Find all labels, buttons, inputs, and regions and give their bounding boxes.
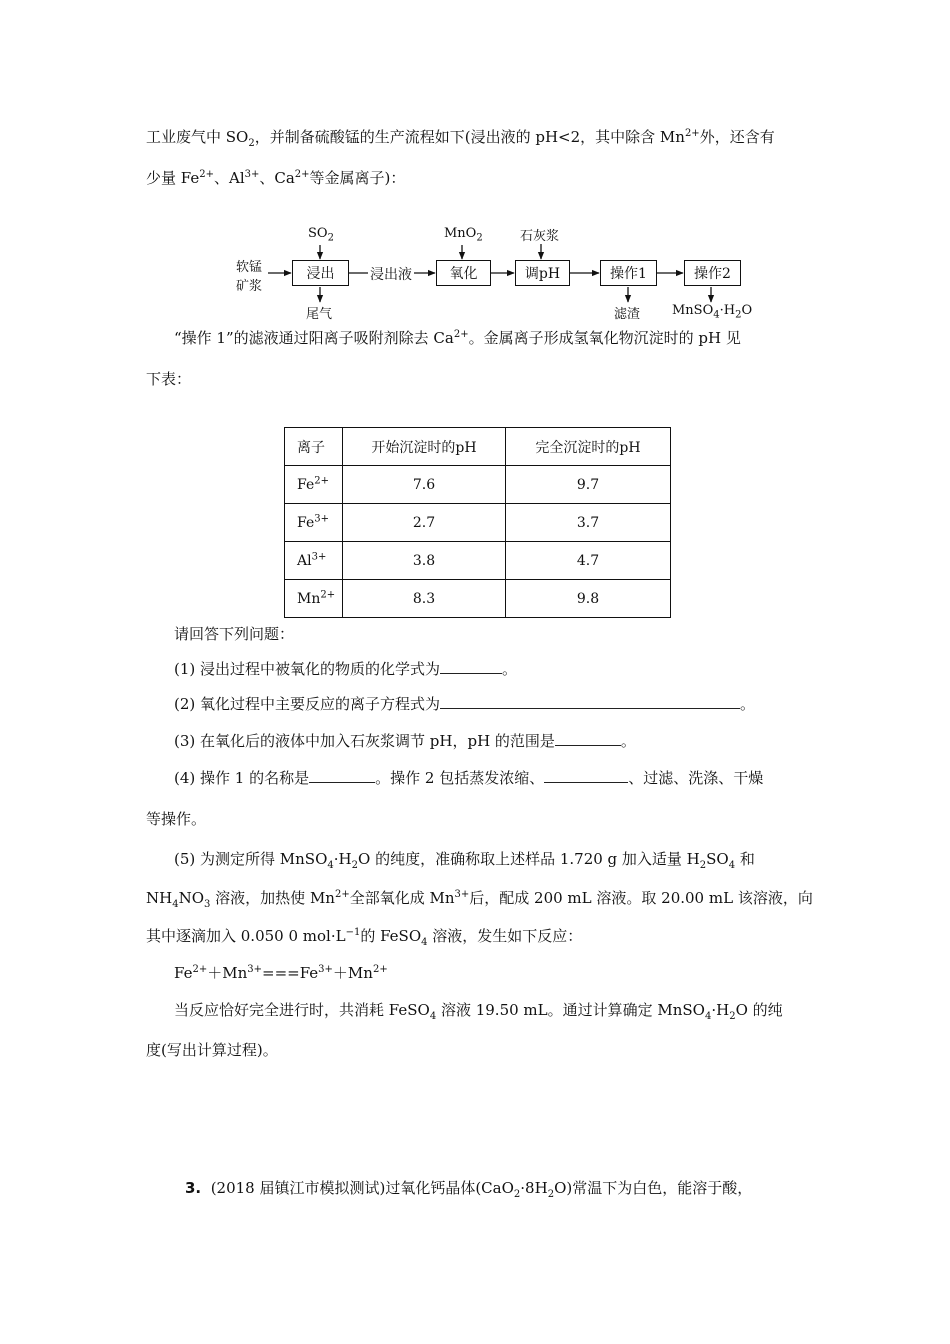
intro-line-2: 少量 $Fe^{2+}$、$Al^{3+}$、$Ca^{2+}$等金属离子)： (146, 169, 406, 187)
operation-1-box: 操作1 (600, 260, 657, 286)
table-header-row (285, 428, 671, 466)
precipitation-ph-table (284, 427, 671, 618)
table-row (285, 580, 671, 618)
oxidation-box: 氧化 (436, 260, 491, 286)
start-ph-cell: 2.7 (343, 504, 506, 542)
para2-line-2: 下表： (146, 370, 192, 388)
ion-cell: $Fe^{2+}$ (285, 466, 343, 504)
para2-line-1: “操作 1”的滤液通过阳离子吸附剂除去 $Ca^{2+}$。金属离子形成氢氧化物沉淀时的 pH 见 (174, 329, 741, 347)
adjust-ph-box: 调pH (515, 260, 570, 286)
question-3: (3) 在氧化后的液体中加入石灰浆调节 pH，pH 的范围是 。 (174, 732, 636, 750)
intro-line-1: 工业废气中 $SO_2$，并制备硫酸锰的生产流程如下(浸出液的 pH<2，其中除含 $Mn^{2+}$外，还含有 (146, 128, 775, 149)
question-4-line-2: 等操作。 (146, 810, 207, 828)
complete-ph-cell: 9.8 (506, 580, 671, 618)
ore-slurry-label-top: 软锰 (236, 260, 263, 275)
ore-slurry-label-bottom: 矿浆 (236, 279, 263, 294)
question-number: 3. (185, 1179, 202, 1197)
complete-ph-cell: 4.7 (506, 542, 671, 580)
table-header-cell: 开始沉淀时的pH (343, 428, 506, 466)
reaction-equation: $Fe^{2+}+Mn^{3+}===Fe^{3+}+Mn^{2+}$ (174, 964, 388, 982)
ion-cell: $Mn^{2+}$ (285, 580, 343, 618)
lime-slurry-label: 石灰浆 (520, 229, 560, 244)
answer-blank-4b[interactable] (544, 768, 628, 783)
table-row (285, 542, 671, 580)
answer-blank-3[interactable] (555, 731, 621, 746)
complete-ph-cell: 3.7 (506, 504, 671, 542)
leach-box: 浸出 (292, 260, 349, 286)
question-5-line-5: 当反应恰好完全进行时，共消耗 FeSO$_4$ 溶液 19.50 mL。通过计算确定 $MnSO_4\cdot H_2O$ 的纯 (174, 1001, 783, 1022)
ion-cell: $Al^{3+}$ (285, 542, 343, 580)
question-5-line-1: (5) 为测定所得 $MnSO_4\cdot H_2O$ 的纯度，准确称取上述样品 1.720 g 加入适量 $H_2SO_4$ 和 (174, 850, 755, 871)
question-5-line-6: 度(写出计算过程)。 (146, 1041, 278, 1059)
table-header-cell: 完全沉淀时的pH (506, 428, 671, 466)
filter-residue-label: 滤渣 (614, 307, 641, 322)
next-question: 3. (2018 届镇江市模拟测试)过氧化钙晶体$(CaO_2\cdot 8H_2O)$常温下为白色，能溶于酸， (185, 1179, 753, 1200)
tail-gas-label: 尾气 (306, 307, 333, 322)
table-row (285, 466, 671, 504)
question-5-line-3: 其中逐滴加入 0.050 0 $mol\cdot L^{-1}$的 FeSO$_4$ 溶液，发生如下反应： (146, 927, 583, 948)
question-5-line-2: $NH_4NO_3$ 溶液，加热使 $Mn^{2+}$全部氧化成 $Mn^{3+}$后，配成 200 mL 溶液。取 20.00 mL 该溶液，向 (146, 889, 813, 910)
operation-2-box: 操作2 (684, 260, 741, 286)
start-ph-cell: 3.8 (343, 542, 506, 580)
answer-blank-4a[interactable] (309, 768, 375, 783)
question-2: (2) 氧化过程中主要反应的离子方程式为 。 (174, 695, 756, 713)
product-label: $MnSO_4\cdot H_2O$ (672, 303, 753, 321)
answer-blank-1[interactable] (440, 659, 502, 674)
question-4: (4) 操作 1 的名称是 。操作 2 包括蒸发浓缩、 、过滤、洗涤、干燥 (174, 769, 764, 787)
start-ph-cell: 8.3 (343, 580, 506, 618)
flow-arrows (0, 0, 950, 340)
complete-ph-cell: 9.7 (506, 466, 671, 504)
ion-cell: $Fe^{3+}$ (285, 504, 343, 542)
questions-prompt: 请回答下列问题： (174, 625, 295, 643)
leachate-label: 浸出液 (370, 267, 412, 283)
table-row (285, 504, 671, 542)
so2-label: $SO_2$ (308, 226, 334, 244)
answer-blank-2[interactable] (440, 694, 740, 709)
mno2-label: MnO$_2$ (444, 226, 483, 244)
question-1: (1) 浸出过程中被氧化的物质的化学式为 。 (174, 660, 518, 678)
table-header-cell: 离子 (285, 428, 343, 466)
start-ph-cell: 7.6 (343, 466, 506, 504)
